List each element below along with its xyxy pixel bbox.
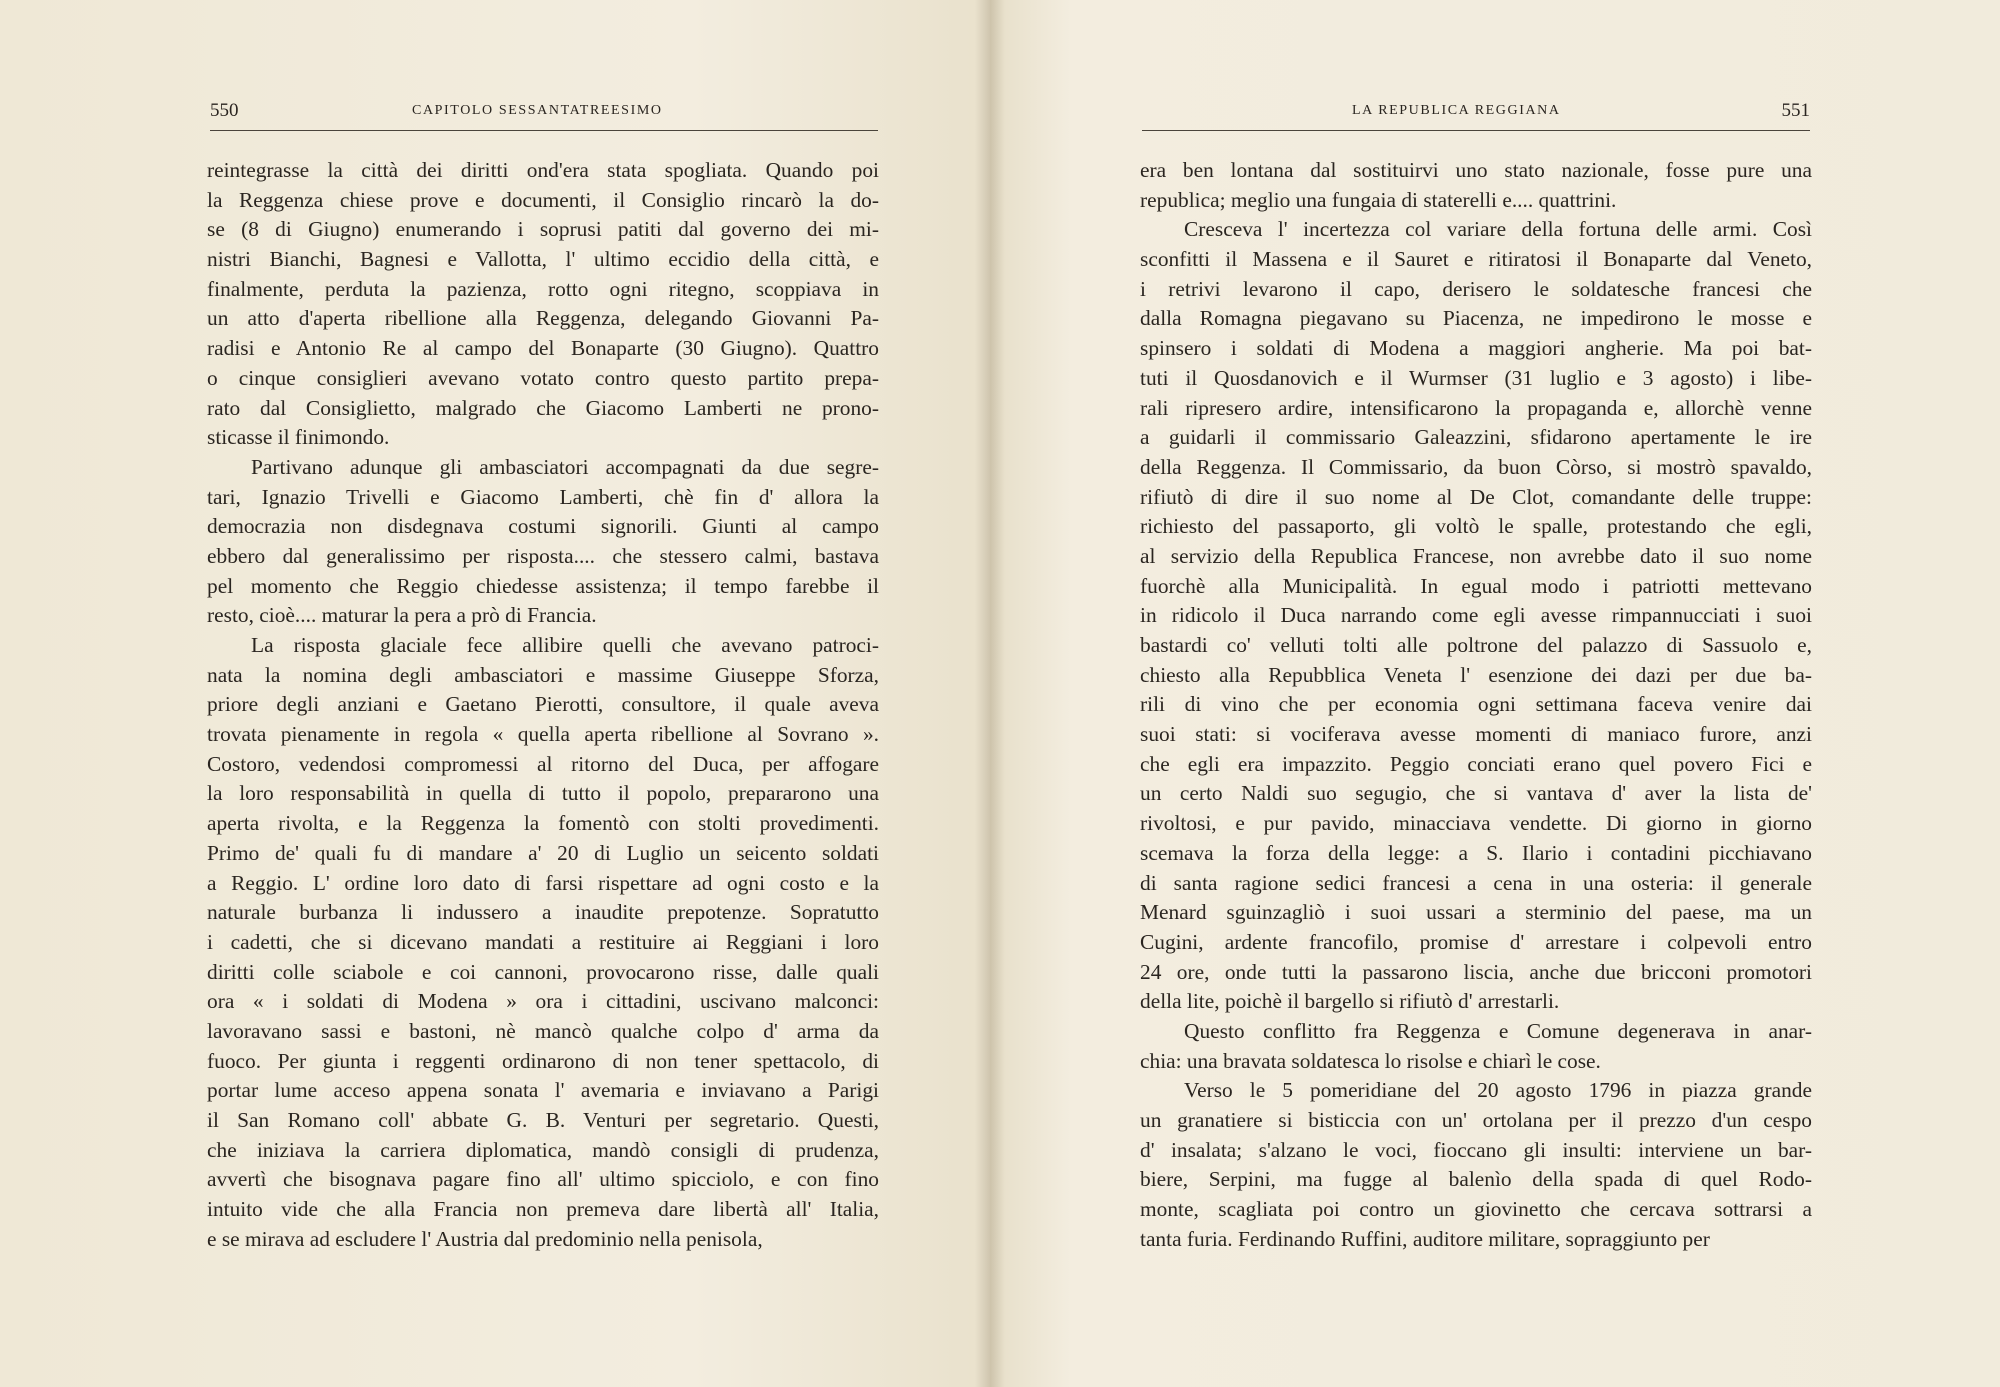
text-line: tanta furia. Ferdinando Ruffini, auditore militare, sopraggiunto per xyxy=(1140,1226,1710,1251)
text-line: reintegrasse la città dei diritti ond'era stata spogliata. Quando poi xyxy=(207,158,879,182)
text-line: d' insalata; s'alzano le voci, fioccano gli insulti: interviene un bar- xyxy=(1140,1137,1812,1162)
text-line: i retrivi levarono il capo, derisero le soldatesche francesi che xyxy=(1140,276,1812,301)
text-line: che egli era impazzito. Peggio conciati erano quel povero Fici e xyxy=(1140,751,1812,776)
text-line: tari, Ignazio Trivelli e Giacomo Lamberti, chè fin d' allora la xyxy=(207,484,879,509)
text-line: rifiutò di dire il suo nome al De Clot, comandante delle truppe: xyxy=(1140,484,1812,509)
text-line: 24 ore, onde tutti la passarono liscia, anche due bricconi promotori xyxy=(1140,959,1812,984)
text-line: portar lume acceso appena sonata l' avemaria e inviavano a Parigi xyxy=(207,1078,879,1103)
text-line: e se mirava ad escludere l' Austria dal predominio nella penisola, xyxy=(207,1226,763,1251)
text-line: nata la nomina degli ambasciatori e massime Giuseppe Sforza, xyxy=(207,662,879,687)
text-line: nistri Bianchi, Bagnesi e Vallotta, l' ultimo eccidio della città, e xyxy=(207,247,879,272)
text-line: aperta rivolta, e la Reggenza la fomentò con stolti provedimenti. xyxy=(207,811,879,836)
text-line: Questo conflitto fra Reggenza e Comune degenerava in anar- xyxy=(1184,1018,1812,1043)
text-line: rivoltosi, e pur pavido, minacciava vendette. Di giorno in giorno xyxy=(1140,811,1812,836)
text-line: un granatiere si bisticcia con un' ortolana per il prezzo d'un cespo xyxy=(1140,1108,1812,1132)
text-line: il San Romano coll' abbate G. B. Venturi per segretario. Questi, xyxy=(207,1108,879,1132)
text-line: chiesto alla Repubblica Veneta l' esenzione dei dazi per due ba- xyxy=(1140,662,1812,687)
text-line: Costoro, vedendosi compromessi al ritorno del Duca, per affogare xyxy=(207,751,879,776)
text-line: ebbero dal generalissimo per risposta.... che stessero calmi, bastava xyxy=(207,543,879,568)
right-page-header xyxy=(1142,98,1810,131)
text-line: rato dal Consiglietto, malgrado che Giacomo Lamberti ne prono- xyxy=(207,395,879,420)
text-line: la loro responsabilità in quella di tutto il popolo, prepararono una xyxy=(207,781,879,806)
text-line: Verso le 5 pomeridiane del 20 agosto 1796 in piazza grande xyxy=(1184,1078,1812,1103)
text-line: bastardi co' velluti tolti alle poltrone del palazzo di Sassuolo e, xyxy=(1140,633,1812,657)
text-line: La risposta glaciale fece allibire quelli che avevano patroci- xyxy=(251,633,879,657)
text-line: Primo de' quali fu di mandare a' 20 di Luglio un seicento soldati xyxy=(207,840,879,865)
text-line: tuti il Quosdanovich e il Wurmser (31 luglio e 3 agosto) i libe- xyxy=(1140,365,1812,390)
text-line: della lite, poichè il bargello si rifiutò d' arrestarli. xyxy=(1140,989,1560,1014)
text-line: se (8 di Giugno) enumerando i soprusi patiti dal governo dei mi- xyxy=(207,217,879,242)
text-line: monte, scagliata poi contro un giovinetto che cercava sottrarsi a xyxy=(1140,1197,1812,1222)
text-line: scemava la forza della legge: a S. Ilario i contadini picchiavano xyxy=(1140,840,1812,865)
text-line: di santa ragione sedici francesi a cena in una osteria: il generale xyxy=(1140,870,1812,895)
text-line: un atto d'aperta ribellione alla Reggenza, delegando Giovanni Pa- xyxy=(207,306,879,331)
left-page-header xyxy=(210,98,878,131)
text-line: fuoco. Per giunta i reggenti ordinarono di non tener spettacolo, di xyxy=(207,1048,879,1073)
text-line: priore degli anziani e Gaetano Pierotti, consultore, il quale aveva xyxy=(207,692,879,717)
text-line: radisi e Antonio Re al campo del Bonaparte (30 Giugno). Quattro xyxy=(207,336,879,361)
text-line: spinsero i soldati di Modena a maggiori angherie. Ma poi bat- xyxy=(1140,336,1812,361)
text-line: a guidarli il commissario Galeazzini, sfidarono apertamente le ire xyxy=(1140,425,1812,450)
text-line: lavoravano sassi e bastoni, nè mancò qualche colpo d' arma da xyxy=(207,1018,879,1043)
right-page-number: 551 xyxy=(1781,100,1810,121)
text-line: era ben lontana dal sostituirvi uno stato nazionale, fosse pure una xyxy=(1140,158,1812,182)
left-running-head: CAPITOLO SESSANTATREESIMO xyxy=(412,103,663,118)
text-line: pel momento che Reggio chiedesse assistenza; il tempo farebbe il xyxy=(207,573,879,598)
text-line: i cadetti, che si dicevano mandati a restituire ai Reggiani i loro xyxy=(207,929,879,954)
book-gutter xyxy=(975,0,1005,1387)
text-line: che iniziava la carriera diplomatica, mandò consigli di prudenza, xyxy=(207,1137,879,1162)
text-line: Cresceva l' incertezza col variare della fortuna delle armi. Così xyxy=(1184,217,1812,242)
text-line: republica; meglio una fungaia di staterelli e.... quattrini. xyxy=(1140,187,1617,212)
text-line: resto, cioè.... maturar la pera a prò di Francia. xyxy=(207,603,597,628)
text-line: naturale burbanza li indussero a inaudite prepotenze. Sopratutto xyxy=(207,900,879,925)
right-running-head: LA REPUBLICA REGGIANA xyxy=(1352,103,1561,118)
text-line: la Reggenza chiese prove e documenti, il Consiglio rincarò la do- xyxy=(207,187,879,212)
text-line: sconfitti il Massena e il Sauret e ritiratosi il Bonaparte dal Veneto, xyxy=(1140,247,1812,272)
text-line: Cugini, ardente francofilo, promise d' arrestare i colpevoli entro xyxy=(1140,929,1812,954)
left-page-number: 550 xyxy=(210,100,239,121)
text-line: suoi stati: si vociferava avesse momenti di maniaco furore, anzi xyxy=(1140,722,1812,747)
text-line: intuito vide che alla Francia non premeva dare libertà all' Italia, xyxy=(207,1197,879,1222)
right-page xyxy=(990,0,2000,1387)
text-line: diritti colle sciabole e coi cannoni, provocarono risse, dalle quali xyxy=(207,959,879,984)
text-line: in ridicolo il Duca narrando come egli avesse rimpannucciati i suoi xyxy=(1140,603,1812,628)
text-line: un certo Naldi suo segugio, che si vantava d' aver la lista de' xyxy=(1140,781,1812,806)
text-line: ora « i soldati di Modena » ora i cittadini, uscivano malconci: xyxy=(207,989,879,1014)
text-line: dalla Romagna piegavano su Piacenza, ne impedirono le mosse e xyxy=(1140,306,1812,331)
text-line: finalmente, perduta la pazienza, rotto ogni ritegno, scoppiava in xyxy=(207,276,879,301)
text-line: trovata pienamente in regola « quella aperta ribellione al Sovrano ». xyxy=(207,722,879,747)
text-line: della Reggenza. Il Commissario, da buon Còrso, si mostrò spavaldo, xyxy=(1140,454,1812,479)
text-line: sticasse il finimondo. xyxy=(207,425,390,450)
right-page-body xyxy=(1140,156,1812,1254)
text-line: avvertì che bisognava pagare fino all' ultimo spicciolo, e con fino xyxy=(207,1167,879,1192)
text-line: rali ripresero ardire, intensificarono la propaganda e, allorchè venne xyxy=(1140,395,1812,420)
text-line: a Reggio. L' ordine loro dato di farsi rispettare ad ogni costo e la xyxy=(207,870,879,895)
text-line: fuorchè alla Municipalità. In egual modo i patriotti mettevano xyxy=(1140,573,1812,598)
text-line: biere, Serpini, ma fugge al balenìo della spada di quel Rodo- xyxy=(1140,1167,1812,1192)
text-line: rili di vino che per economia ogni settimana faceva venire dai xyxy=(1140,692,1812,717)
text-line: democrazia non disdegnava costumi signorili. Giunti al campo xyxy=(207,514,879,539)
text-line: o cinque consiglieri avevano votato contro questo partito prepa- xyxy=(207,365,879,390)
text-line: chia: una bravata soldatesca lo risolse e chiarì le cose. xyxy=(1140,1048,1601,1073)
text-line: Menard sguinzagliò i suoi ussari a sterminio del paese, ma un xyxy=(1140,900,1812,925)
text-line: al servizio della Republica Francese, non avrebbe dato il suo nome xyxy=(1140,543,1812,568)
left-page-body xyxy=(207,156,879,1254)
text-line: Partivano adunque gli ambasciatori accompagnati da due segre- xyxy=(251,454,879,479)
text-line: richiesto del passaporto, gli voltò le spalle, protestando che egli, xyxy=(1140,514,1812,539)
left-page xyxy=(0,0,990,1387)
